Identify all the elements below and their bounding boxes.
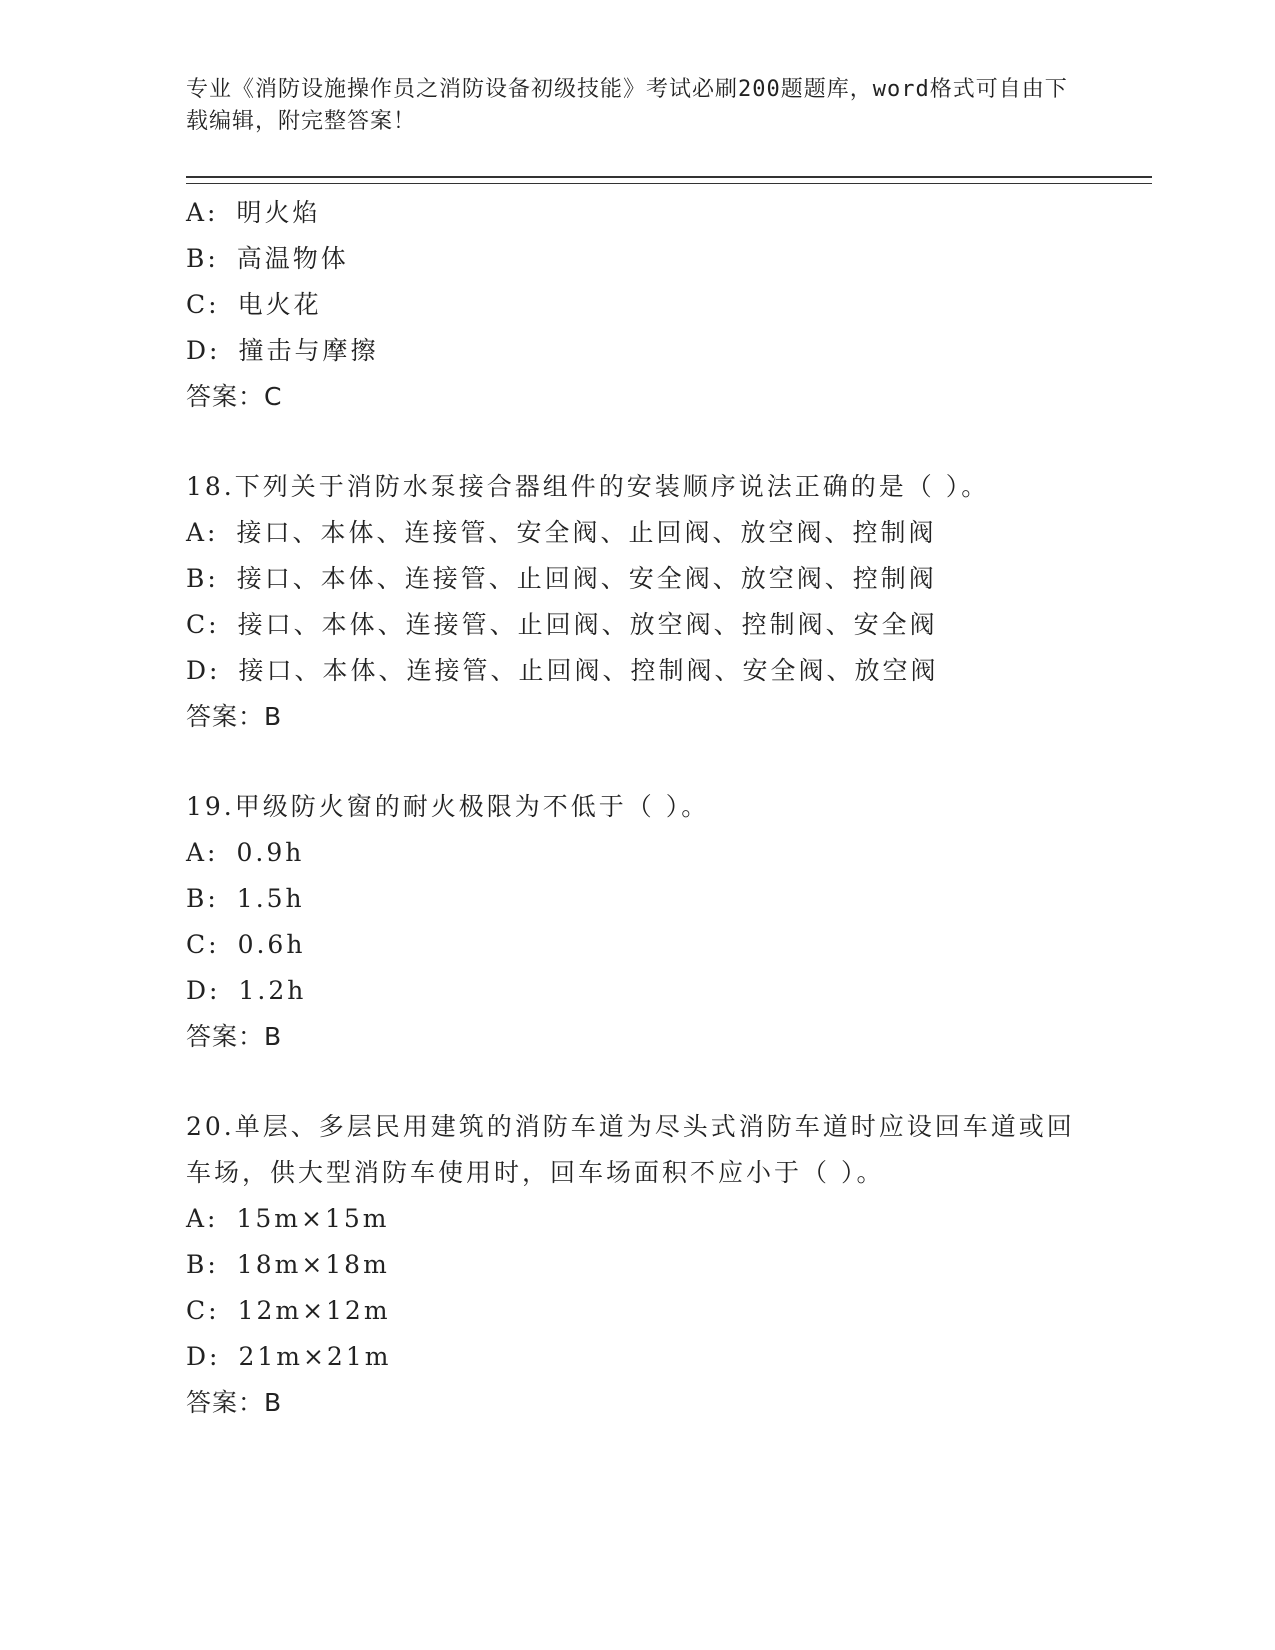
option-a — [186, 190, 1146, 236]
question-block-20 — [186, 1104, 1146, 1426]
option-text: 撞击与摩擦 — [238, 336, 379, 365]
option-c — [186, 602, 1146, 648]
option-label: D: — [186, 1342, 221, 1371]
option-label: B: — [186, 884, 219, 913]
question-stem: 18.下列关于消防水泵接合器组件的安装顺序说法正确的是（ ）。 — [186, 472, 990, 501]
question-stem: 20.单层、多层民用建筑的消防车道为尽头式消防车道时应设回车道或回车场，供大型消防车使用时，回车场面积不应小于（ ）。 — [186, 1112, 1075, 1187]
option-label: C: — [186, 1296, 220, 1325]
option-a — [186, 830, 1146, 876]
option-label: A: — [186, 1204, 219, 1233]
option-label: C: — [186, 290, 220, 319]
option-c — [186, 1288, 1146, 1334]
option-label: C: — [186, 930, 220, 959]
option-label: A: — [186, 518, 219, 547]
option-text: 1.5h — [236, 884, 305, 913]
question-stem: 19.甲级防火窗的耐火极限为不低于（ ）。 — [186, 792, 710, 821]
option-d — [186, 968, 1146, 1014]
option-text: 明火焰 — [236, 198, 321, 227]
option-text: 0.6h — [237, 930, 306, 959]
option-label: A: — [186, 198, 219, 227]
header-divider — [186, 176, 1152, 184]
option-a — [186, 510, 1146, 556]
answer-line: 答案：B — [186, 1388, 283, 1417]
option-d — [186, 1334, 1146, 1380]
option-b — [186, 556, 1146, 602]
option-a — [186, 1196, 1146, 1242]
option-text: 0.9h — [236, 838, 305, 867]
option-text: 18m×18m — [236, 1250, 390, 1279]
option-b — [186, 236, 1146, 282]
option-c — [186, 922, 1146, 968]
option-label: B: — [186, 564, 219, 593]
answer-line: 答案：B — [186, 702, 283, 731]
answer-line: 答案：C — [186, 382, 283, 411]
option-label: A: — [186, 838, 219, 867]
option-text: 接口、本体、连接管、安全阀、止回阀、放空阀、控制阀 — [236, 518, 937, 547]
option-text: 接口、本体、连接管、止回阀、安全阀、放空阀、控制阀 — [236, 564, 937, 593]
document-page — [186, 0, 1146, 1650]
option-label: D: — [186, 336, 221, 365]
option-text: 接口、本体、连接管、止回阀、放空阀、控制阀、安全阀 — [237, 610, 938, 639]
question-block-18 — [186, 464, 1146, 740]
option-text: 高温物体 — [236, 244, 349, 273]
document-content — [186, 190, 1146, 1426]
option-label: D: — [186, 656, 221, 685]
option-text: 21m×21m — [238, 1342, 392, 1371]
option-label: D: — [186, 976, 221, 1005]
option-label: B: — [186, 1250, 219, 1279]
option-b — [186, 876, 1146, 922]
option-text: 电火花 — [237, 290, 322, 319]
option-text: 15m×15m — [236, 1204, 390, 1233]
option-text: 12m×12m — [237, 1296, 391, 1325]
question-block-17 — [186, 190, 1146, 420]
page-header: 专业《消防设施操作员之消防设备初级技能》考试必刷200题题库，word格式可自由下载编辑，附完整答案！ — [186, 77, 1068, 134]
option-c — [186, 282, 1146, 328]
option-label: C: — [186, 610, 220, 639]
option-text: 1.2h — [238, 976, 307, 1005]
answer-line: 答案：B — [186, 1022, 283, 1051]
option-d — [186, 328, 1146, 374]
option-b — [186, 1242, 1146, 1288]
question-block-19 — [186, 784, 1146, 1060]
option-d — [186, 648, 1146, 694]
option-text: 接口、本体、连接管、止回阀、控制阀、安全阀、放空阀 — [238, 656, 939, 685]
option-label: B: — [186, 244, 219, 273]
